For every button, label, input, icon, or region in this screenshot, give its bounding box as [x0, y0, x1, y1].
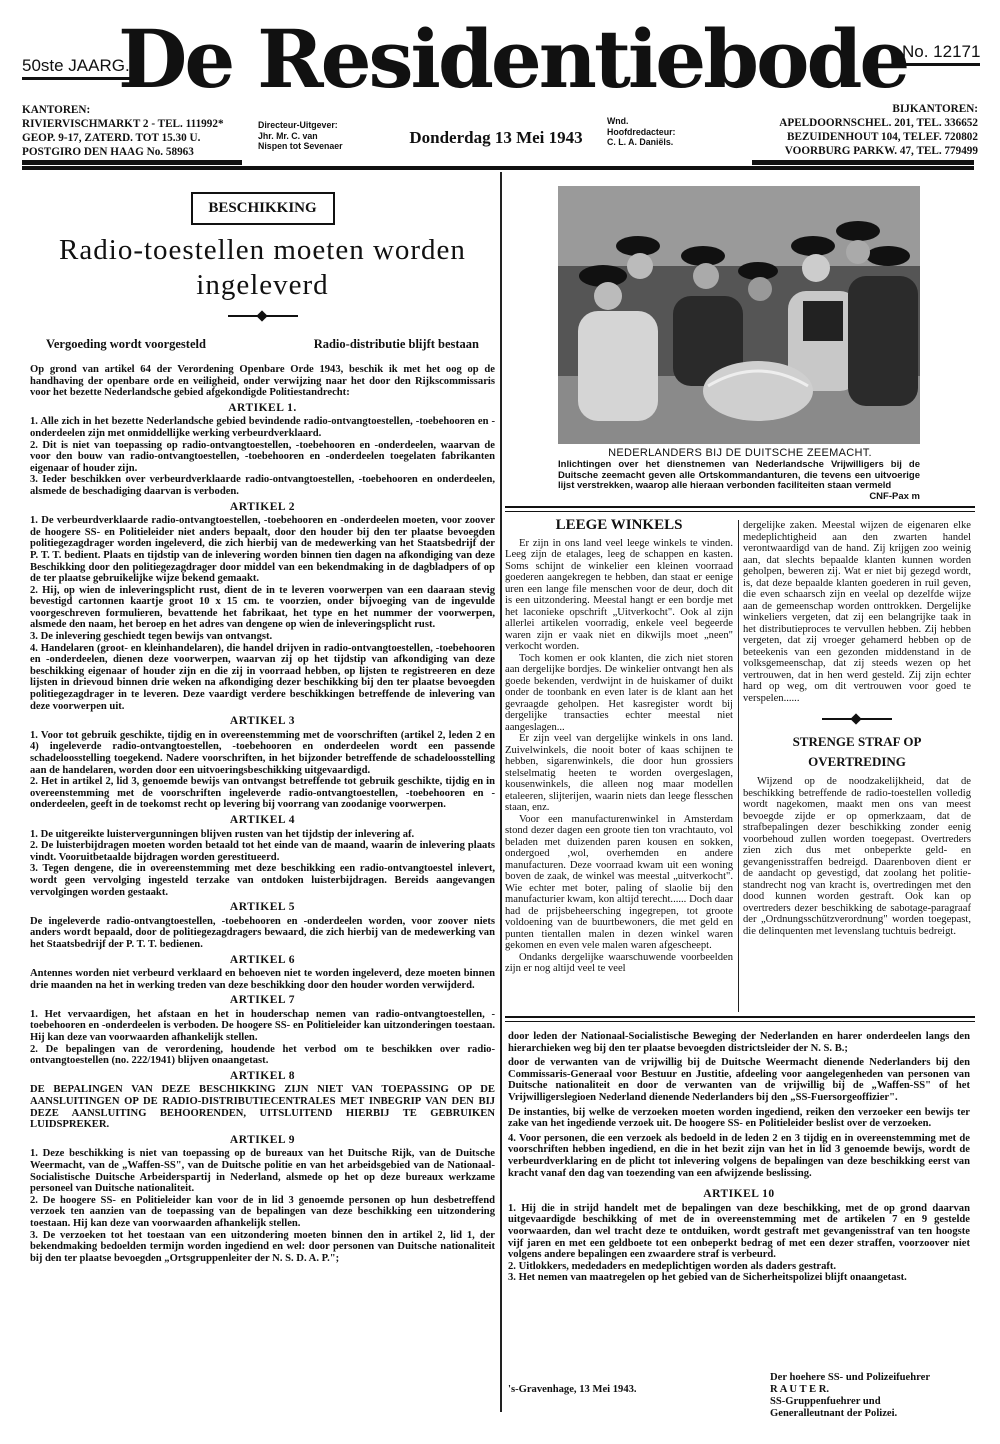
article-section-title: ARTIKEL 7 — [229, 994, 296, 1007]
leege-winkels-paragraph: Toch komen er ook klanten, die zich niet storen aan dergelijke bordjes. De winkelier ontvangt hen als goede bekenden, verdwijnt in de huiskamer of duikt onder de toonbank en even later is de klant aan het gevraagde geholpen. Het kasregister wordt bij dergelijke transacties echter meestal niet aangeslagen... — [505, 652, 733, 733]
article-paragraph: 1. Hij die in strijd handelt met de bepalingen van deze beschikking, met de op grond daarvan uitgevaardigde beschikking of met de in overeenstemming met de artikelen 7 en 9 gestelde voorwaarden, dan wel tracht deze te ontduiken, wordt gestraft met gevangenisstraf van ten hoogste vijf jaren en met een geldboete tot een onbeperkt bedrag of met een dezer straffen, voorzoover niet volgens andere bepalingen een zwaardere straf is verbeurd. — [508, 1202, 970, 1261]
editor-block — [607, 116, 747, 148]
editor-line: Wnd. — [607, 116, 629, 126]
strenge-straf-body: Wijzend op de noodzakelijkheid, dat de beschikking betreffende de radio-toestellen volledig wordt nagekomen, maakt men ons van meest bevoegde zijde er op opmerkzaam, dat de strafbepalingen dezer beschikking zonder eenig voorbehoud zullen worden toegepast. Overtreders zien zich dus met onbeperkte geld- en gevangenisstraffen bedreigd. Daarenboven dient er de aandacht op gevestigd, dat zoolang het politie-standrecht nog van kracht is, overtredingen met den dood kunnen worden gestraft. Ook kan op overtreders dezer beschikking de sabotage-paragraaf der „Ordnungsschützverordnung" worden toegepast, die delinquenten met levenslang tuchtuis bedreigt. — [743, 776, 971, 937]
article-paragraph: 1. De uitgereikte luistervergunningen blijven rusten van het tijdstip der inlevering af. — [30, 828, 415, 840]
issue-number: No. 12171 — [902, 42, 980, 66]
article-section-title: ARTIKEL 2 — [229, 500, 296, 513]
director-line: Jhr. Mr. C. van — [258, 130, 318, 141]
article-kicker: BESCHIKKING — [191, 192, 335, 225]
subheads — [30, 337, 495, 352]
offices-line: RIVIERVISCHMARKT 2 - TEL. 111992* — [22, 118, 224, 130]
branch-line: VOORBURG PARKW. 47, TEL. 779499 — [784, 145, 978, 157]
sailors-photo-illustration — [558, 186, 920, 444]
section-rule — [505, 506, 975, 512]
article-paragraph: 1. Alle zich in het bezette Nederlandsche gebied bevindende radio-ontvangtoestellen, -toebehooren en -onderdeelen zijn met onmiddellijke werking verbeurdverklaard. — [30, 416, 495, 439]
editor-line: C. L. A. Daniëls. — [607, 137, 674, 147]
ornament-divider — [228, 315, 298, 317]
article-paragraph: 1. Het vervaardigen, het afstaan en het in houderschap nemen van radio-ontvangtoestellen, -toebehooren en -onderdeelen is verboden. De hoogere SS- en Politieleider kan uitzonderingen toestaan. Hij kan deze van voorwaarden afhankelijk stellen. — [30, 1008, 495, 1044]
column-divider — [500, 172, 502, 1412]
article-section-title: ARTIKEL 4 — [229, 813, 296, 826]
signature-block — [770, 1372, 930, 1420]
signature-line: R A U T E R. — [770, 1384, 830, 1395]
article-paragraph: 1. De verbeurdverklaarde radio-ontvangtoestellen, -toebehooren en -onderdeelen moeten, voor zoover de hoogere SS- en Politieleider niet anders bepaalt, door den houder bij den ter plaatse bevoegden politiegezagdrager worden ingeleverd, die zich hierbij van de medewerking van het Staatsbedrijf der P. T. T. bedient. Plaats en tijdstip van de inlevering worden binnen tien dagen na afkondiging van deze Beschikking door den politiegezagdrager door middel van een bekendmaking in de dagbladpers of op de ter plaatse gebruikelijke wijze bekend gemaakt. — [30, 515, 495, 585]
article-paragraph: 3. De inlevering geschiedt tegen bewijs van ontvangst. — [30, 631, 273, 643]
article-section-title: ARTIKEL 3 — [229, 715, 296, 728]
photo-caption-title: NEDERLANDERS BIJ DE DUITSCHE ZEEMACHT. — [608, 447, 872, 459]
offices-label: KANTOREN: — [22, 104, 91, 116]
director-line: Nispen tot Sevenaer — [258, 141, 343, 151]
article-paragraph: Antennes worden niet verbeurd verklaard en behoeven niet te worden ingeleverd, deze moeten binnen drie maanden na het in werking treden van deze beschikking door den houder worden verwijderd. — [30, 968, 495, 991]
place-date: 's-Gravenhage, 13 Mei 1943. — [508, 1384, 637, 1395]
article-paragraph: 3. Ieder beschikken over verbeurdverklaarde radio-ontvangtoestellen, -toebehooren en onderdeelen, alsmede de beschadiging daarvan is verboden. — [30, 474, 495, 497]
article-section-title: ARTIKEL 1. — [228, 401, 297, 414]
continuation-paragraph: 4. Voor personen, die een verzoek als bedoeld in de leden 2 en 3 tijdig en in overeenstemming met de voorschriften hebben ingediend, en die in het bezit zijn van het in lid 3 genoemde bewijs, wordt de verbeurdverklaring en de plicht tot inlevering volgens de bepalingen van deze beschikking eerst van kracht vanaf den dag van toezending van een afwijzende beslissing. — [508, 1132, 970, 1179]
article-paragraph: 3. Het nemen van maatregelen op het gebied van de Sicherheitspolizei blijft onaangetast. — [508, 1272, 907, 1284]
article-body — [30, 364, 495, 1264]
article-section-title: ARTIKEL 9 — [229, 1133, 296, 1146]
leege-winkels-headline: LEEGE WINKELS — [555, 517, 683, 533]
leege-winkels-paragraph: Er zijn in ons land veel leege winkels te vinden. Leeg zijn de etalages, leeg de schappen en kasten. Soms schijnt de winkelier een kleinen voorraad goederen aangekregen te hebben, dan staat er eenige uren een lange file menschen voor de deur, doch dit is een uitzondering. Meestal hangt er een bordje met het laconieke opschrift „Uitverkocht". Ook al zijn allerlei artikelen voorradig, enkele veel begeerde waren zijn er vaak niet en dikwijls moet „neen" verkocht worden. — [505, 537, 733, 652]
strenge-straf-headline: STRENGE STRAF OP OVERTREDING — [792, 734, 922, 769]
article-paragraph: De ingeleverde radio-ontvangtoestellen, -toebehooren en -onderdeelen worden, voor zoover niets anders wordt bepaald, door de politiegezagdragers bewaard, die zich hierbij van de medewerking van het Staatsbedrijf der P. T. T. bedienen. — [30, 915, 495, 950]
article-paragraph: 4. Handelaren (groot- en kleinhandelaren), die handel drijven in radio-ontvangtoestellen, -toebehooren en -onderdeelen, dienen deze voorwerpen, waarvan zij op het tijdstip van afkondiging van deze beschikking eigenaar of houder zijn en die zij in voorraad hebben, op lijsten te registreeren en deze lijsten in drievoud binnen drie weken na afkondiging dezer beschikking bij den ter plaatse bevoegden politiegezagdrager in te leveren. Deze vaardigt verdere beschikkingen betreffende de inlevering van deze voorwerpen uit. — [30, 642, 495, 712]
offices-line: POSTGIRO DEN HAAG No. 58963 — [22, 146, 194, 158]
leege-winkels-paragraph: Voor een manufacturenwinkel in Amsterdam stond dezer dagen een groote tien ton vrachtauto, vol beladen met duizenden paren kousen en sokken, ondergoed ,wol, overhemden en andere manufacturen. Deze voorraad kwam uit een woning boven de zaak, de winkel was meestal „uitverkocht". Wie echter met boter, paling of slaolie bij den manufacturier kwam, kon altijd terecht...... Doch daar had de prijsbeheersching ingegrepen, tot groote voldoening van de buurtbewoners, die met geld en punten tientallen malen in dezen winkel waren gekomen en even vele malen waren afgescheept. — [505, 813, 733, 951]
newspaper-title: De Residentiebode — [118, 12, 908, 106]
article-section-title: ARTIKEL 10 — [703, 1188, 775, 1201]
masthead-rule-left — [22, 160, 242, 165]
photo-caption: Inlichtingen over het dienstnemen van Nederlandsche Vrijwilligers bij de Duitsche zeemacht geven alle Ortskommandanturen, die tevens een uitvoerige lijst verstrekken, waarop alle hieraan verbonden faciliteiten staan vermeld — [558, 459, 920, 491]
article-paragraph: 2. De hoogere SS- en Politieleider kan voor de in lid 3 genoemde personen op hun desbetreffend verzoek ten aanzien van de toepassing van de bepalingen van deze beschikking een uitzondering toestaan. Hij kan deze van voorwaarden afhankelijk stellen. — [30, 1194, 495, 1229]
leege-winkels-paragraph: Er zijn veel van dergelijke winkels in ons land. Zuivelwinkels, die nooit boter of kaas schijnen te hebben, sigarenwinkels, die door hun grossiers stelselmatig heeten te worden overgeslagen, kousenwinkels, die alleen nog maar modellen etaleeren, slijterijen, waarin niets dan leege flesschen staan, enz. — [505, 733, 733, 813]
continuation-paragraph: door de verwanten van de vrijwillig bij de Duitsche Weermacht dienende Nederlanders bij den Commissaris-Generaal voor Bestuur en Justitie, afdeeling voor aangelegenheden van personen van Duitsche nationaliteit en door de verwanten van de vrijwillig bij de „Waffen-SS" of het Vrijwilligerslegioen Nederland dienende Nederlanders bij den „SS-Fuersorgeoffizier". — [508, 1057, 970, 1103]
editor-line: Hoofdredacteur: — [607, 126, 676, 137]
article-intro: Op grond van artikel 64 der Verordening Openbare Orde 1943, beschik ik met het oog op de handhaving der openbare orde en veiligheid, onder verwijzing naar het door den Rijkscommissaris voor het bezette Nederlandsche gebied afgekondigde Politiestandrecht: — [30, 364, 495, 399]
article-paragraph: 2. Dit is niet van toepassing op radio-ontvangtoestellen, -toebehooren en -onderdeelen, waarvan de voor den bouw van radio-ontvangtoestellen, -toebehooren en -onderdeelen toegelaten fabrikanten eigenaar of houder zijn. — [30, 439, 495, 474]
offices-line: GEOP. 9-17, ZATERD. TOT 15.30 U. — [22, 132, 201, 144]
masthead-rule-right — [752, 160, 974, 165]
subhead: Vergoeding wordt voorgesteld — [46, 337, 206, 351]
branch-line: APELDOORNSCHEL. 201, TEL. 336652 — [779, 117, 978, 129]
article-paragraph: 3. Tegen dengene, die in overeenstemming met deze beschikking een radio-ontvangtoestel inlevert, wordt geen vervolging ingesteld terzake van ontdoken luisterbijdragen. Bereids aangevangen vervolgingen worden gestaakt. — [30, 863, 495, 898]
masthead-divider — [22, 166, 974, 170]
leege-winkels-column-1 — [505, 517, 733, 975]
article-paragraph: 2. Hij, op wien de inleveringsplicht rust, dient de in te leveren voorwerpen van een daaraan stevig bevestigd cartonnen kaartje groot 10 x 15 cm. te voorzien, onder bijvoeging van de ingevulde voorgeschreven formulieren, bevattende het fabrikaat, het type en het nummer der voorwerpen, alsmede den naam, het beroep en het adres van dengene op wien de inleveringsplicht rust. — [30, 584, 495, 631]
photo-credit: CNF-Pax m — [869, 491, 920, 502]
branch-offices-block — [752, 102, 978, 158]
article-paragraph: 2. De bepalingen van de verordening, houdende het verbod om te beschikken over radio-ontvangtoestellen (no. 222/1941) blijven onaangetast. — [30, 1043, 495, 1067]
branch-label: BIJKANTOREN: — [892, 103, 978, 115]
article-section-title: ARTIKEL 5 — [229, 901, 296, 914]
leege-winkels-column-2 — [738, 520, 971, 1012]
article-paragraph: 2. Het in artikel 2, lid 3, genoemde bewijs van ontvangst betreffende tot gebruik geschikte, tijdig en in overeenstemming met de voorschriften ingeleverde radio-ontvangtoestellen, -toebehooren en -onderdeelen, geeft in de toekomst recht op levering bij voorrang van zoodanige voorwerpen. — [30, 776, 495, 811]
leege-winkels-paragraph: Ondanks dergelijke waarschuwende voorbeelden zijn er nog altijd veel te veel — [505, 951, 733, 974]
director-line: Directeur-Uitgever: — [258, 120, 338, 130]
offices-block — [22, 103, 250, 159]
director-block — [258, 120, 388, 152]
issue-date: Donderdag 13 Mei 1943 — [409, 128, 583, 147]
article-paragraph: DE BEPALINGEN VAN DEZE BESCHIKKING ZIJN NIET VAN TOEPASSING OP DE AANSLUITINGEN OP DE RADIO-DISTRIBUTIECENTRALES MET INBEGRIP VAN DEN BIJ DEZE AANSLUITING BEHOORENDEN, UITSLUITEND HIERBIJ TE GEBRUIKEN LUIDSPREKER. — [30, 1084, 495, 1131]
article-headline: Radio-toestellen moeten worden ingeleverd — [59, 234, 466, 301]
article-paragraph: 2. De luisterbijdragen moeten worden betaald tot het einde van de maand, waarin de inlevering plaats vindt. Vooruitbetaalde bijdragen worden gerestitueerd. — [30, 840, 495, 863]
main-article — [30, 180, 495, 1264]
article-paragraph: 1. Deze beschikking is niet van toepassing op de bureaux van het Duitsche Rijk, van de Duitsche Weermacht, van de „Waffen-SS", van de Duitsche politie en van het arbeidsgebied van de Nationaal-Socialistische Duitsche Arbeiderspartij in Nederland, alsmede op het op deze bureaux werkzame personeel van Duitsche nationaliteit. — [30, 1148, 495, 1195]
article-continuation — [508, 1031, 970, 1284]
volume-year: 50ste JAARG. — [22, 56, 130, 80]
signature-line: SS-Gruppenfuehrer und — [770, 1396, 881, 1407]
article-section-title: ARTIKEL 6 — [229, 953, 296, 966]
article-paragraph: 1. Voor tot gebruik geschikte, tijdig en in overeenstemming met de voorschriften (artikel 2, leden 2 en 4) ingeleverde radio-ontvangtoestellen, -toebehooren en onderdeelen wordt een passende schadeloosstelling toegekend. Nadere voorschriften, in het bijzonder betreffende de schadeloosstelling aan de handelaren, worden door een uitvoeringsbeschikking uitgevaardigd. — [30, 729, 495, 776]
subhead: Radio-distributie blijft bestaan — [313, 337, 479, 351]
continuation-paragraph: De instanties, bij welke de verzoeken moeten worden ingediend, reiken den verzoeker een bewijs ter zake van het ingediende verzoek uit. De hoogere SS- en Politieleider beslist over de verzoeken. — [508, 1106, 970, 1130]
article-section-title: ARTIKEL 8 — [229, 1069, 296, 1082]
article-paragraph: 3. De verzoeken tot het toestaan van een uitzondering moeten binnen den in artikel 2, lid 1, der bekendmaking bedoelden termijn worden ingediend en wel: door personen van Duitsche nationaliteit bij den ter plaatse bevoegden „Ortsgruppenleiter der N. S. D. A. P."; — [30, 1229, 495, 1264]
signature-line: Der hoehere SS- und Polizeifuehrer — [770, 1372, 931, 1383]
branch-line: BEZUIDENHOUT 104, TELEF. 720802 — [787, 131, 978, 143]
leege-winkels-continued: dergelijke zaken. Meestal wijzen de eigenaren elke medeplichtigheid aan den zwarten handel verontwaardigd van de hand. Zij krijgen zoo weinig aan, dat slechts bepaalde klanten kunnen worden geholpen, beweren zij. Wat er niet bij gezegd wordt, is, dat deze bepaalde klanten goederen in ruil geven, die even schaarsch zijn en veelal op dezelfde wijze aan de gemeenschap worden onttrokken. Dergelijke winkeliers vergeten, dat zij een belangrijke taak in het distributieproces te vervullen hebben. Zij hebben vergeten, dat zij vroeger gehamerd hebben op de beteekenis van een gezonden middenstand in de volksgemeenschap, dat zij steeds wezen op het vertrouwen, dat in hen werd gesteld. Zij zijn echter hard op weg, om dit vertrouwen voor goed te verspelen...... — [743, 520, 971, 704]
article-paragraph: 2. Uitlokkers, mededaders en medeplichtigen worden als daders gestraft. — [508, 1260, 837, 1272]
continuation-paragraph: door leden der Nationaal-Socialistische Beweging der Nederlanden en harer onderdeelen langs den hierarchieken weg bij den ter plaatse bevoegden districtsleider der N. S. B.; — [508, 1031, 970, 1054]
news-photo — [558, 186, 920, 444]
ornament-divider — [822, 718, 892, 720]
section-rule — [505, 1016, 975, 1022]
signature-line: Generalleutnant der Polizei. — [770, 1408, 898, 1419]
